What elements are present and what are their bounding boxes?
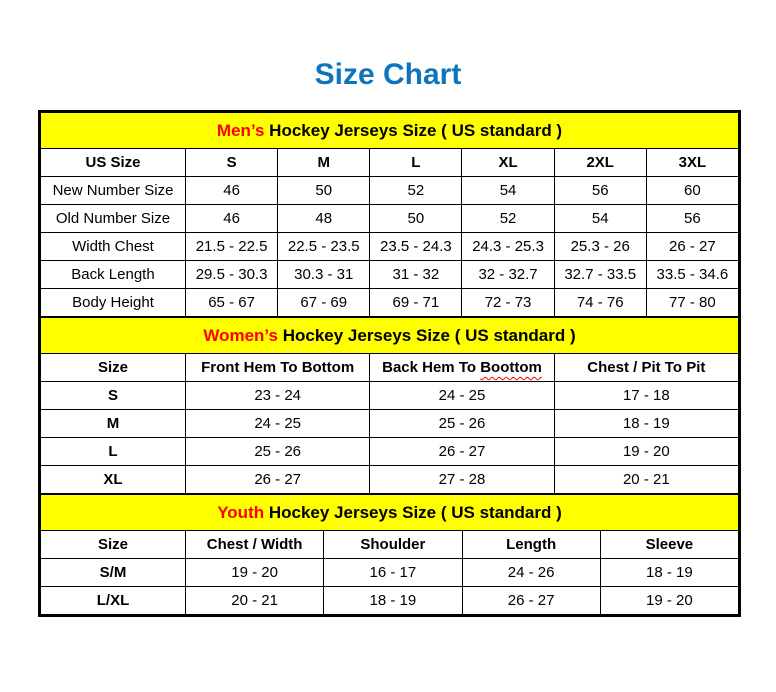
table-row — [41, 289, 739, 317]
table-row — [41, 261, 739, 289]
table-row — [41, 587, 739, 615]
page-title: Size Chart — [314, 58, 462, 91]
table-cell: 67 - 69 — [278, 289, 370, 317]
table-cell: 56 — [554, 177, 646, 205]
column-header: Front Hem To Bottom — [186, 354, 370, 382]
table-cell: 46 — [186, 205, 278, 233]
table-cell: 27 - 28 — [370, 466, 554, 494]
table-cell: 50 — [278, 177, 370, 205]
column-header: Chest / Width — [186, 531, 324, 559]
section-title-mens — [41, 113, 739, 149]
table-cell: 65 - 67 — [186, 289, 278, 317]
row-label: Old Number Size — [41, 205, 186, 233]
table-cell: 74 - 76 — [554, 289, 646, 317]
table-cell: 24.3 - 25.3 — [462, 233, 554, 261]
table-cell: 24 - 26 — [462, 559, 600, 587]
table-row — [41, 438, 739, 466]
table-cell: 25 - 26 — [370, 410, 554, 438]
table-cell: 29.5 - 30.3 — [186, 261, 278, 289]
column-header: US Size — [41, 149, 186, 177]
size-table-mens — [40, 112, 739, 317]
column-header: Chest / Pit To Pit — [554, 354, 738, 382]
table-row — [41, 205, 739, 233]
table-cell: 20 - 21 — [186, 587, 324, 615]
table-row — [41, 466, 739, 494]
table-cell: 77 - 80 — [646, 289, 738, 317]
row-label: Body Height — [41, 289, 186, 317]
table-cell: 18 - 19 — [324, 587, 462, 615]
table-cell: 25.3 - 26 — [554, 233, 646, 261]
table-row — [41, 233, 739, 261]
size-table-youth — [40, 494, 739, 615]
table-cell: 19 - 20 — [600, 587, 738, 615]
column-header: Sleeve — [600, 531, 738, 559]
section-title-highlight: Men’s — [216, 120, 265, 140]
table-cell: 60 — [646, 177, 738, 205]
table-cell: 17 - 18 — [554, 382, 738, 410]
table-cell: 18 - 19 — [554, 410, 738, 438]
row-label: S/M — [41, 559, 186, 587]
misspelled-word: Boottom — [480, 359, 542, 376]
table-cell: 24 - 25 — [186, 410, 370, 438]
section-title-highlight: Women’s — [203, 325, 278, 345]
column-header: L — [370, 149, 462, 177]
table-cell: 19 - 20 — [554, 438, 738, 466]
table-cell: 21.5 - 22.5 — [186, 233, 278, 261]
table-cell: 30.3 - 31 — [278, 261, 370, 289]
table-row — [41, 559, 739, 587]
column-header: XL — [462, 149, 554, 177]
table-cell: 26 - 27 — [646, 233, 738, 261]
table-cell: 52 — [370, 177, 462, 205]
table-cell: 26 - 27 — [462, 587, 600, 615]
table-cell: 46 — [186, 177, 278, 205]
row-label: Back Length — [41, 261, 186, 289]
table-cell: 25 - 26 — [186, 438, 370, 466]
column-header: Shoulder — [324, 531, 462, 559]
table-cell: 32.7 - 33.5 — [554, 261, 646, 289]
table-cell: 50 — [370, 205, 462, 233]
table-cell: 23 - 24 — [186, 382, 370, 410]
section-title-youth — [41, 495, 739, 531]
column-header: M — [278, 149, 370, 177]
table-cell: 33.5 - 34.6 — [646, 261, 738, 289]
table-cell: 31 - 32 — [370, 261, 462, 289]
section-title-rest: Hockey Jerseys Size ( US standard ) — [277, 325, 576, 345]
column-header: S — [186, 149, 278, 177]
table-cell: 54 — [462, 177, 554, 205]
table-cell: 22.5 - 23.5 — [278, 233, 370, 261]
table-cell: 52 — [462, 205, 554, 233]
table-cell: 26 - 27 — [370, 438, 554, 466]
table-cell: 24 - 25 — [370, 382, 554, 410]
size-tables — [38, 110, 741, 617]
table-cell: 16 - 17 — [324, 559, 462, 587]
table-cell: 72 - 73 — [462, 289, 554, 317]
column-header: Length — [462, 531, 600, 559]
table-row — [41, 177, 739, 205]
table-cell: 18 - 19 — [600, 559, 738, 587]
column-header: Size — [41, 354, 186, 382]
section-title-rest: Hockey Jerseys Size ( US standard ) — [264, 502, 562, 522]
table-cell: 56 — [646, 205, 738, 233]
table-row — [41, 382, 739, 410]
row-label: Width Chest — [41, 233, 186, 261]
table-cell: 20 - 21 — [554, 466, 738, 494]
section-title-womens — [41, 318, 739, 354]
column-header: 3XL — [646, 149, 738, 177]
row-label: XL — [41, 466, 186, 494]
section-title-highlight: Youth — [217, 502, 265, 522]
table-cell: 19 - 20 — [186, 559, 324, 587]
table-cell: 48 — [278, 205, 370, 233]
table-cell: 69 - 71 — [370, 289, 462, 317]
row-label: S — [41, 382, 186, 410]
table-cell: 54 — [554, 205, 646, 233]
table-cell: 26 - 27 — [186, 466, 370, 494]
column-header: Back Hem To Boottom — [370, 354, 554, 382]
row-label: L/XL — [41, 587, 186, 615]
column-header: Size — [41, 531, 186, 559]
row-label: New Number Size — [41, 177, 186, 205]
table-cell: 32 - 32.7 — [462, 261, 554, 289]
row-label: L — [41, 438, 186, 466]
table-row — [41, 410, 739, 438]
size-table-womens — [40, 317, 739, 494]
column-header: 2XL — [554, 149, 646, 177]
row-label: M — [41, 410, 186, 438]
section-title-rest: Hockey Jerseys Size ( US standard ) — [264, 120, 563, 140]
table-cell: 23.5 - 24.3 — [370, 233, 462, 261]
